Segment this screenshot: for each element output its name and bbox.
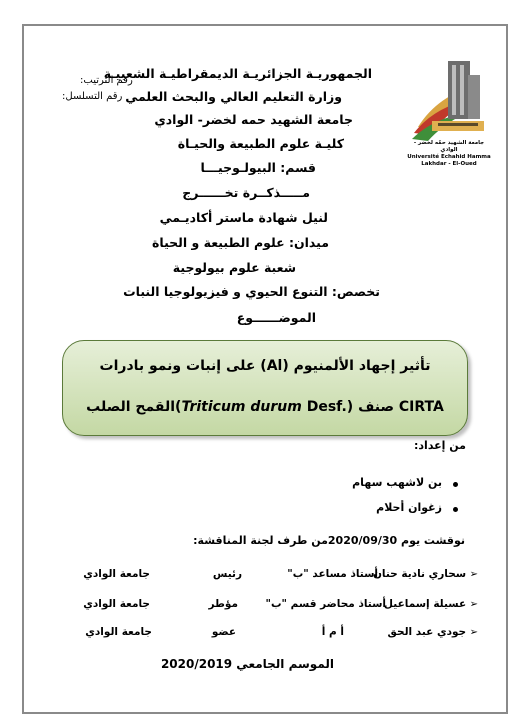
thesis-title-species: Triticum durum [181,399,302,415]
header-line-branch: شعبة علوم بيولوجية [172,260,296,275]
serial-number-label: رقم التسلسل: [62,91,123,102]
member-2-university: جامعة الوادي [83,598,150,610]
logo-caption-arabic: جامعة الشهيد حمّه لخضر - الوادي [413,140,485,153]
member-3-name: ➢ جودي عبد الحق [387,626,478,638]
member-2-name: ➢ عسيلة إسماعيل [383,598,478,610]
member-3-university: جامعة الوادي [85,626,152,638]
header-line-faculty: كليـة علوم الطبيعة والحيـاة [177,136,344,151]
member-1-name: ➢ سحاري نادية حنان [372,568,478,580]
university-logo-icon [408,55,490,145]
bullet-dot [453,507,458,512]
logo-caption [406,140,492,168]
thesis-title-line2-post: Desf.) صنف CIRTA [301,399,444,415]
bullet-dot [453,482,458,487]
member-1-rank: أستاذ مساعد "ب" [287,568,378,580]
member-1-university: جامعة الوادي [83,568,150,580]
defense-date-line: نوقشت يوم 2020/09/30من طرف لجنة المناقشة: [193,534,465,547]
academic-year: الموسم الجامعي 2020/2019 [160,657,334,671]
header-line-subject: الموضــــــوع [236,310,316,325]
header-line-ministry: وزارة التعليم العالي والبحث العلمي [125,89,342,104]
member-2-rank: أستاذ محاضر قسم "ب" [265,598,386,610]
member-1-role: رئيس [212,568,242,580]
thesis-title-line1: تأثير إجهاد الألمنيوم (Al) على إنبات ونمو بادرات [99,358,431,374]
member-3-role: عضو [211,626,236,638]
member-3-rank: أ م أ [321,626,344,638]
author-name-1: بن لاشهب سهام [352,476,442,489]
order-number-label: رقم الترتيب: [80,75,133,86]
thesis-title-line2-pre: القمح الصلب( [86,399,182,415]
thesis-title-box [62,340,468,436]
header-line-field: ميدان: علوم الطبيعة و الحياة [152,235,329,250]
header-line-specialty: تخصص: التنوع الحيوي و فيزيولوجيا النبات [123,284,380,299]
header-line-memoir: مـــــذكــرة تخــــــرج [182,185,310,200]
arrow-bullet-icon: ➢ [466,627,478,638]
header-line-degree: لنيل شهادة ماستر أكاديـمي [159,210,328,225]
arrow-bullet-icon: ➢ [466,569,478,580]
arrow-bullet-icon: ➢ [466,599,478,610]
prepared-by-label: من إعداد: [414,439,466,452]
header-line-university: جامعة الشهيد حمه لخضر- الوادي [154,112,353,127]
author-name-2: زغوان أحلام [376,501,442,514]
thesis-title-line2 [63,399,467,415]
logo-caption-french: Université Echahid Hamma Lakhdar - El-Oued [407,154,491,167]
header-line-republic: الجمهوريـة الجزائريـة الديمقراطيـة الشعبيـة [103,66,372,81]
header-line-department: قسم: البيولـوجيـــا [200,160,316,175]
member-2-role: مؤطر [208,598,238,610]
